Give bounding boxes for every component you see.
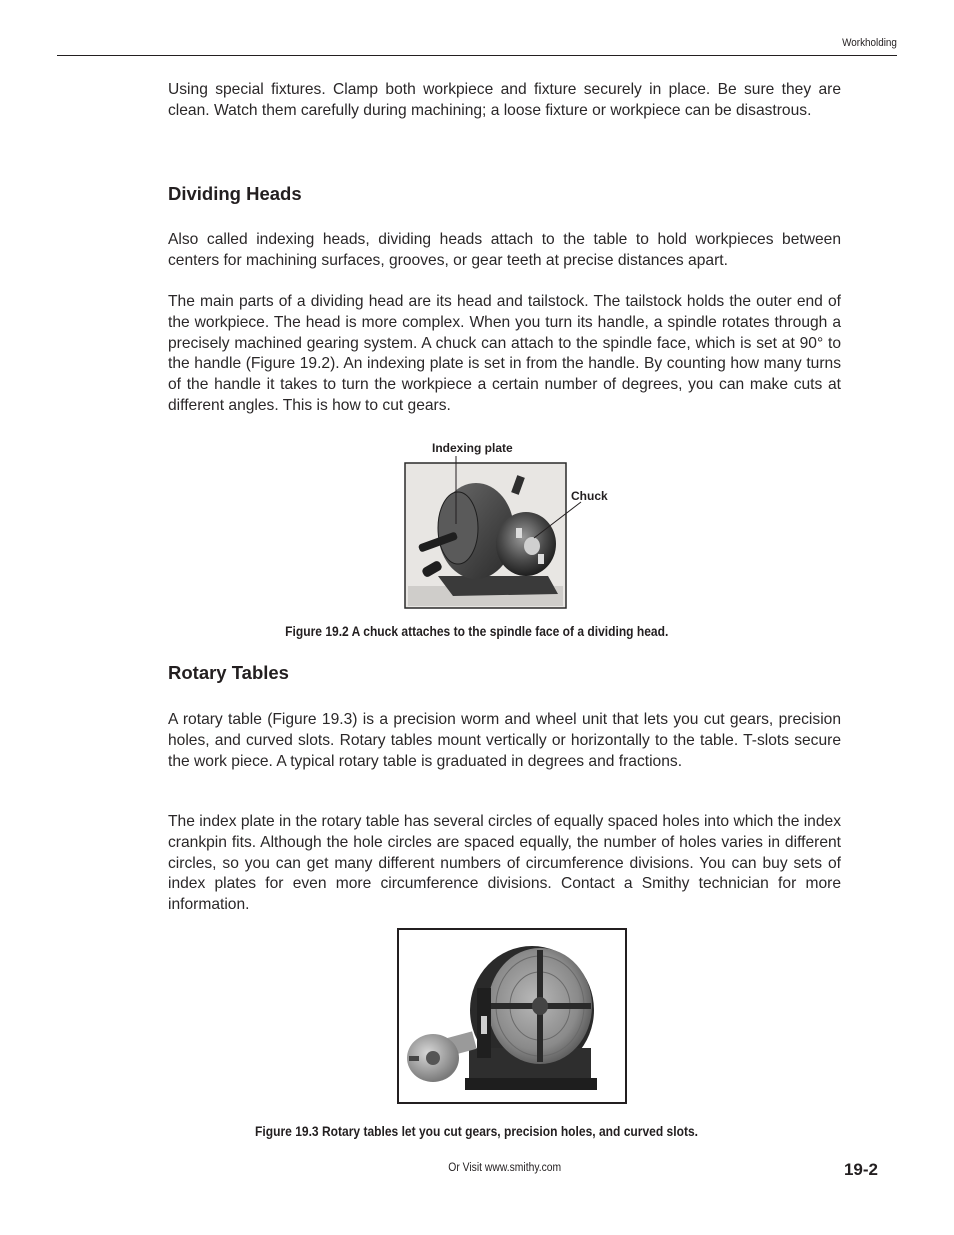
figure-19-2-caption: Figure 19.2 A chuck attaches to the spindle face of a dividing head. xyxy=(285,623,669,639)
footer-website-link[interactable]: Or Visit www.smithy.com xyxy=(448,1162,562,1174)
rotary-table-figure xyxy=(397,928,627,1104)
dividing-heads-heading: Dividing Heads xyxy=(168,183,302,204)
page-number: 19-2 xyxy=(843,1160,878,1179)
intro-paragraph: Using special fixtures. Clamp both workpiece and fixture securely in place. Be sure they are clean. Watch them carefully during machining; a loose fixture or workpiece can be disastrous. xyxy=(168,81,841,119)
rotary-tables-heading: Rotary Tables xyxy=(168,662,289,683)
base-shape xyxy=(438,576,558,596)
header-rule xyxy=(57,55,897,56)
rotary-tables-paragraph-1: A rotary table (Figure 19.3) is a precision worm and wheel unit that lets you cut gears, precision holes, and curved slots. Rotary tables mount vertically or horizontally to the table. T-slots secure the work piece. A typical rotary table is graduated in degrees and fractions. xyxy=(168,711,841,770)
running-header: Workholding xyxy=(842,37,897,49)
dividing-heads-paragraph-2: The main parts of a dividing head are its head and tailstock. The tailstock holds the outer end of the workpiece. The head is more complex. When you turn its handle, a spindle rotates through a precisely machined gearing system. A chuck can attach to the spindle face, which is set at 90° to the handle (Figure 19.2). An indexing plate is set in from the handle. By counting how many turns of the handle it takes to turn the workpiece a certain number of degrees, you can make cuts at different angles. This is how to cut gears. xyxy=(168,293,841,414)
dividing-heads-paragraph-1: Also called indexing heads, dividing heads attach to the table to hold workpieces between centers for machining surfaces, grooves, or gear teeth at precise distances apart. xyxy=(168,231,841,269)
figure-19-3-caption: Figure 19.3 Rotary tables let you cut gears, precision holes, and curved slots. xyxy=(255,1123,699,1139)
rotary-tables-paragraph-2: The index plate in the rotary table has several circles of equally spaced holes into which the index crankpin fits. Although the hole circles are spaced equally, the number of holes varies in different circles, so you can get many different numbers of circumference divisions. You can buy sets of index plates for even more circumference divisions. Contact a Smithy technician for more information. xyxy=(168,813,841,914)
chuck-label: Chuck xyxy=(571,489,608,503)
indexing-plate-shape xyxy=(438,492,478,564)
dividing-head-figure xyxy=(398,436,618,612)
indexing-plate-label: Indexing plate xyxy=(432,441,513,455)
